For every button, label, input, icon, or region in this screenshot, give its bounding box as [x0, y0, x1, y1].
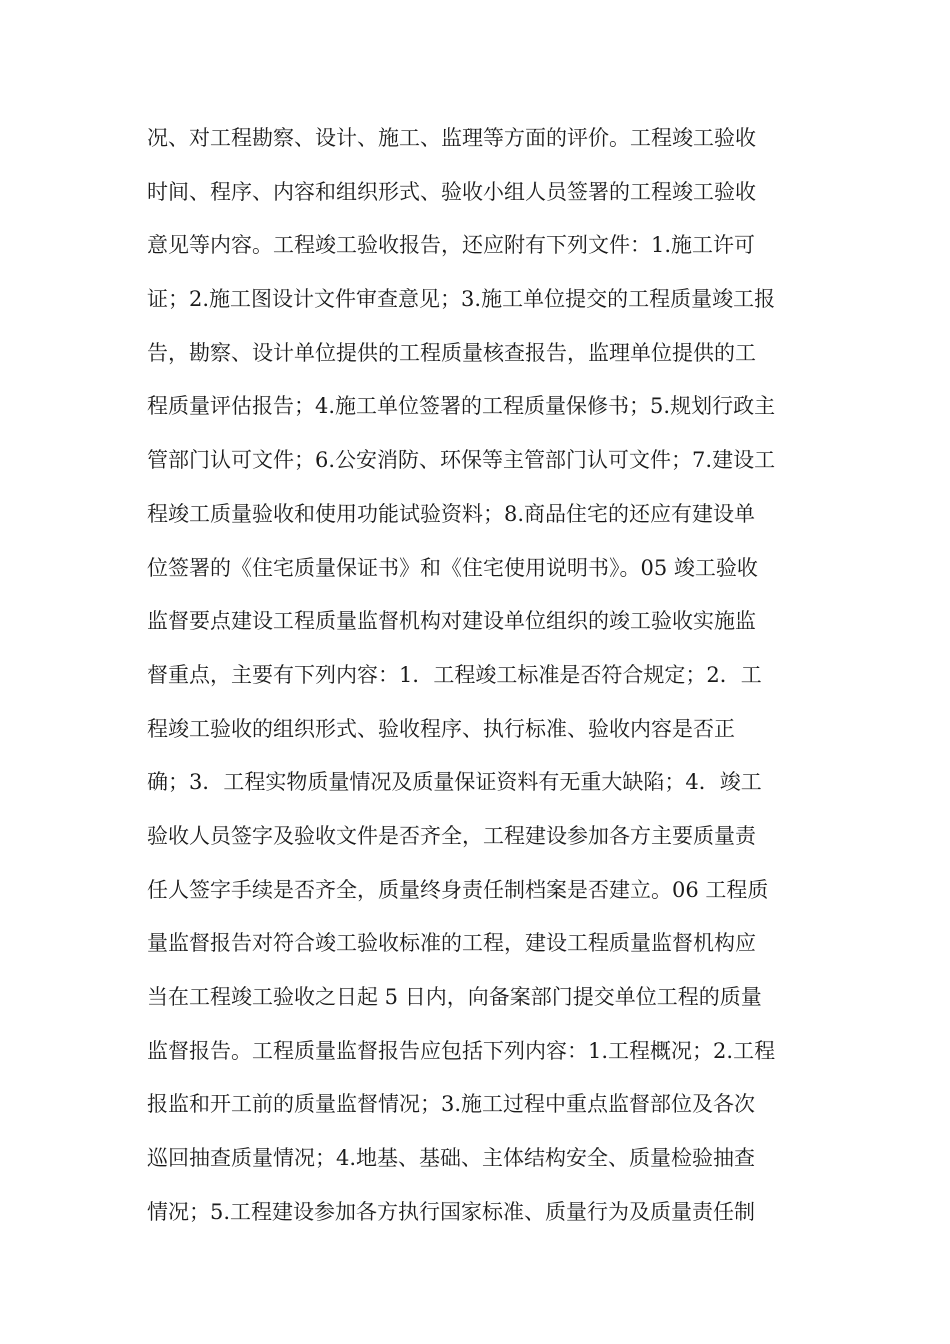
body-text: [147, 118, 817, 1245]
text-line-16: 量监督报告对符合竣工验收标准的工程，建设工程质量监督机构应: [147, 931, 756, 956]
text-line-5: 告，勘察、设计单位提供的工程质量核查报告，监理单位提供的工: [147, 340, 756, 365]
text-line-6: 程质量评估报告；4.施工单位签署的工程质量保修书；5.规划行政主: [147, 394, 776, 419]
text-line-14: 验收人员签字及验收文件是否齐全，工程建设参加各方主要质量责: [147, 823, 756, 848]
text-line-20: 巡回抽查质量情况；4.地基、基础、主体结构安全、质量检验抽查: [147, 1146, 756, 1171]
text-line-19: 报监和开工前的质量监督情况；3.施工过程中重点监督部位及各次: [147, 1092, 756, 1117]
text-line-18: 监督报告。工程质量监督报告应包括下列内容：1.工程概况；2.工程: [147, 1038, 776, 1063]
text-line-3: 意见等内容。工程竣工验收报告，还应附有下列文件：1.施工许可: [147, 233, 756, 258]
text-line-17: 当在工程竣工验收之日起 5 日内，向备案部门提交单位工程的质量: [147, 985, 762, 1009]
text-line-7: 管部门认可文件；6.公安消防、环保等主管部门认可文件；7.建设工: [147, 448, 776, 473]
text-line-2: 时间、程序、内容和组织形式、验收小组人员签署的工程竣工验收: [147, 179, 756, 204]
text-line-12: 程竣工验收的组织形式、验收程序、执行标准、验收内容是否正: [147, 716, 735, 741]
text-line-11: 督重点，主要有下列内容：1．工程竣工标准是否符合规定；2．工: [147, 662, 762, 687]
text-line-10: 监督要点建设工程质量监督机构对建设单位组织的竣工验收实施监: [147, 609, 756, 634]
text-line-9: 位签署的《住宅质量保证书》和《住宅使用说明书》。05 竣工验收: [147, 555, 758, 580]
text-line-15: 任人签字手续是否齐全，质量终身责任制档案是否建立。06 工程质: [147, 877, 769, 902]
text-line-13: 确；3．工程实物质量情况及质量保证资料有无重大缺陷；4．竣工: [147, 770, 762, 795]
text-line-4: 证；2.施工图设计文件审查意见；3.施工单位提交的工程质量竣工报: [147, 287, 776, 312]
text-line-21: 情况；5.工程建设参加各方执行国家标准、质量行为及质量责任制: [147, 1199, 756, 1224]
text-line-1: 况、对工程勘察、设计、施工、监理等方面的评价。工程竣工验收: [147, 126, 756, 150]
text-line-8: 程竣工质量验收和使用功能试验资料；8.商品住宅的还应有建设单: [147, 501, 756, 526]
